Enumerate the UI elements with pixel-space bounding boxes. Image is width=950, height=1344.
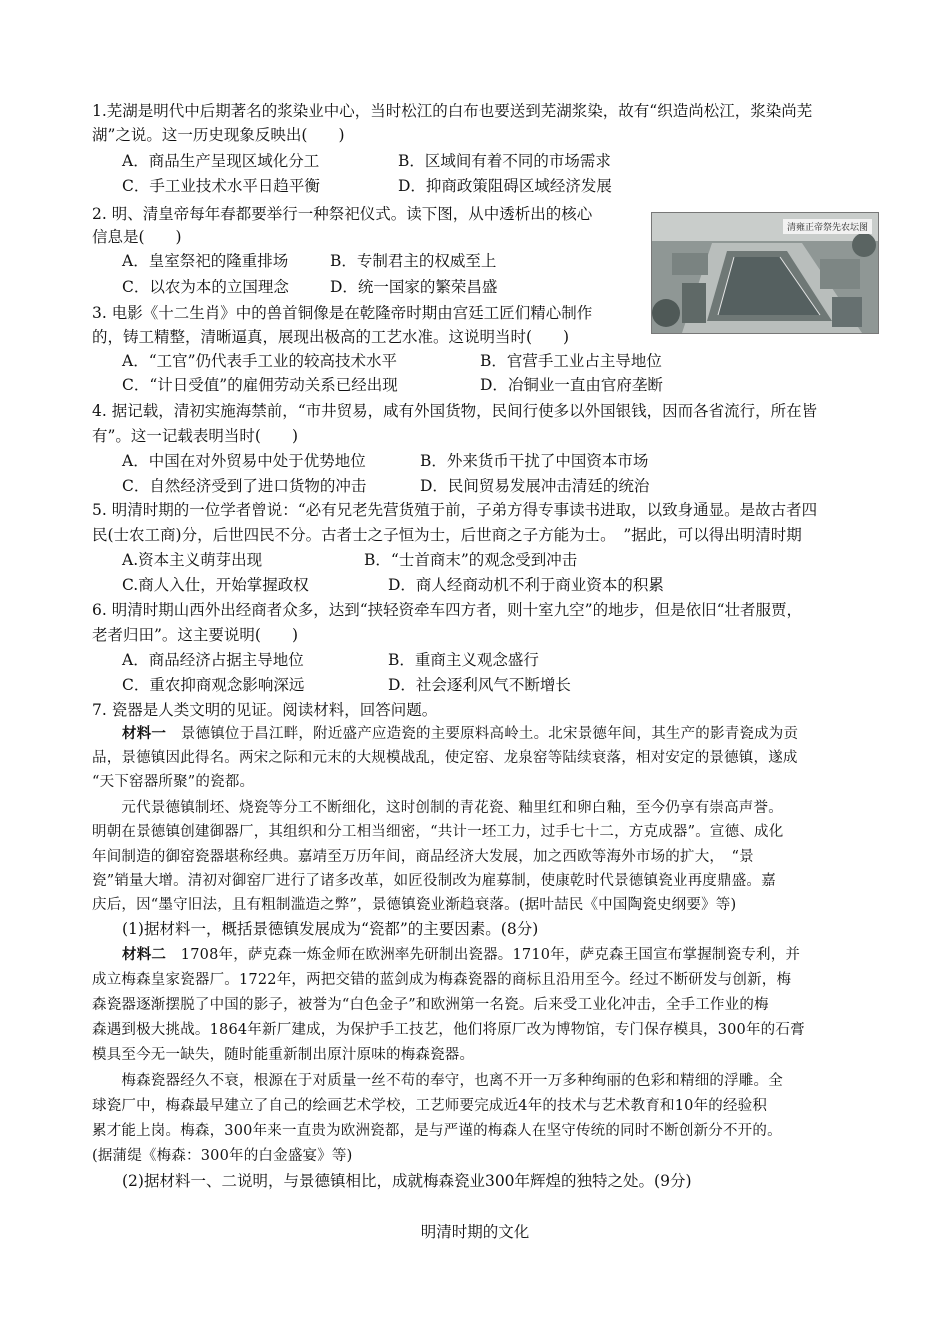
q5-option-a: A.资本主义萌芽出现: [122, 551, 263, 569]
q1-option-c: C．手工业技术水平日趋平衡: [122, 177, 320, 195]
q5-stem-line2: 民(士农工商)分，后世四民不分。古者士之子恒为士，后世商之子方能为士。 ”据此，可以得出明清时期: [92, 526, 802, 544]
figure-caption: 清雍正帝祭先农坛图: [783, 219, 872, 234]
q7-material2-line5: 模具至今无一缺失，随时能重新制出原汁原味的梅森瓷器。: [92, 1047, 475, 1063]
q6-stem-line2: 老者归田”。这主要说明( ): [92, 626, 299, 644]
q7-subquestion-2: (2)据材料一、二说明，与景德镇相比，成就梅森瓷业300年辉煌的独特之处。(9分): [122, 1172, 692, 1190]
q2-stem-line1: 2. 明、清皇帝每年春都要举行一种祭祀仪式。读下图，从中透析出的核心: [92, 205, 593, 223]
q7-subquestion-1: (1)据材料一，概括景德镇发展成为“瓷都”的主要因素。(8分): [122, 920, 539, 938]
q7-material1-line4: 元代景德镇制坯、烧瓷等分工不断细化，这时创制的青花瓷、釉里红和卵白釉，至今仍享有崇高声誉。: [92, 800, 783, 816]
q6-stem-line1: 6. 明清时期山西外出经商者众多，达到“挟轻资牵车四方者，则十室九空”的地步，但是依旧“壮者服贾，: [92, 601, 802, 619]
q6-option-a: A．商品经济占据主导地位: [122, 651, 304, 669]
q7-material2-line9: (据蒲缇《梅森：300年的白金盛宴》等): [92, 1148, 353, 1164]
q5-stem-line1: 5. 明清时期的一位学者曾说：“必有兄老先营货殖于前，子弟方得专事读书进取，以致身通显。是故古者四: [92, 501, 818, 519]
q1-stem-line2: 湖”之说。这一历史现象反映出( ): [92, 126, 345, 144]
q7-material1-line6: 年间制造的御窑瓷器堪称经典。嘉靖至万历年间，商品经济大发展，加之西欧等海外市场的扩大， “景: [92, 849, 754, 865]
sacrifice-painting-figure: [651, 212, 879, 334]
q7-material1-line8: 庆后，因“墨守旧法，且有粗制滥造之弊”，景德镇瓷业渐趋衰落。(据叶喆民《中国陶瓷史纲要》等): [92, 897, 737, 913]
material1-line1-text: 景德镇位于昌江畔，附近盛产应造瓷的主要原料高岭土。北宋景德年间，其生产的影青瓷成为贡: [166, 726, 799, 742]
material2-line1-text: 1708年，萨克森一炼金师在欧洲率先研制出瓷器。1710年，萨克森王国宣布掌握制瓷专利，并: [166, 947, 801, 963]
q6-option-c: C．重农抑商观念影响深远: [122, 676, 305, 694]
q2-option-b: B．专制君主的权威至上: [330, 252, 497, 270]
q7-material2-line4: 森遇到极大挑战。1864年新厂建成，为保护手工技艺，他们将原厂改为博物馆，专门保存模具，300年的石膏: [92, 1022, 805, 1038]
q3-option-d: D．冶铜业一直由官府垄断: [480, 376, 663, 394]
q7-material1-line5: 明朝在景德镇创建御器厂，其组织和分工相当细密，“共计一坯工力，过手七十二，方克成器”。宣德、成化: [92, 824, 784, 840]
q6-option-b: B．重商主义观念盛行: [388, 651, 539, 669]
q2-option-d: D．统一国家的繁荣昌盛: [330, 278, 498, 296]
q7-material2-line8: 累才能上岗。梅森，300年来一直贵为欧洲瓷都，是与严谨的梅森人在坚守传统的同时不断创新分不开的。: [92, 1123, 782, 1139]
material2-label: 材料二: [122, 946, 167, 963]
q7-stem: 7. 瓷器是人类文明的见证。阅读材料，回答问题。: [92, 701, 438, 719]
q7-material2-line1: [122, 943, 800, 967]
q5-option-c: C.商人入仕，开始掌握政权: [122, 576, 309, 594]
material1-label: 材料一: [122, 725, 167, 742]
q1-option-d: D．抑商政策阻碍区域经济发展: [398, 177, 612, 195]
page-footer-title: 明清时期的文化: [420, 1223, 530, 1241]
q1-option-a: A．商品生产呈现区域化分工: [122, 152, 320, 170]
q7-material1-line3: “天下窑器所聚”的瓷都。: [92, 774, 255, 790]
q4-option-d: D．民间贸易发展冲击清廷的统治: [420, 477, 650, 495]
q3-stem-line1: 3. 电影《十二生肖》中的兽首铜像是在乾隆帝时期由宫廷工匠们精心制作: [92, 304, 593, 322]
q3-stem-line2: 的，铸工精整，清晰逼真，展现出极高的工艺水准。这说明当时( ): [92, 328, 570, 346]
q3-option-c: C．“计日受值”的雇佣劳动关系已经出现: [122, 376, 398, 394]
q7-material1-line2: 品，景德镇因此得名。两宋之际和元末的大规模战乱，使定窑、龙泉窑等陆续衰落，相对安定的景德镇，遂成: [92, 750, 798, 766]
q7-material2-line6: 梅森瓷器经久不衰，根源在于对质量一丝不苟的奉守，也离不开一万多种绚丽的色彩和精细的浮雕。全: [92, 1073, 783, 1089]
q4-stem-line2: 有”。这一记载表明当时( ): [92, 427, 299, 445]
q7-material2-line7: 球瓷厂中，梅森最早建立了自己的绘画艺术学校，工艺师要完成近4年的技术与艺术教育和10年的经验积: [92, 1098, 768, 1114]
q3-option-a: A．“工官”仍代表手工业的较高技术水平: [122, 352, 398, 370]
q7-material2-line2: 成立梅森皇家瓷器厂。1722年，两把交错的蓝剑成为梅森瓷器的商标且沿用至今。经过不断研发与创新，梅: [92, 972, 792, 988]
q6-option-d: D．社会逐利风气不断增长: [388, 676, 571, 694]
q4-stem-line1: 4. 据记载，清初实施海禁前，“市井贸易，咸有外国货物，民间行使多以外国银钱，因而各省流行，所在皆: [92, 402, 818, 420]
q1-option-b: B．区域间有着不同的市场需求: [398, 152, 611, 170]
q5-option-d: D．商人经商动机不利于商业资本的积累: [388, 576, 664, 594]
q7-material1-line7: 瓷”销量大增。清初对御窑厂进行了诸多改革，如匠役制改为雇募制，使康乾时代景德镇瓷业再度鼎盛。嘉: [92, 873, 776, 889]
q4-option-b: B．外来货币干扰了中国资本市场: [420, 452, 649, 470]
q3-option-b: B．官营手工业占主导地位: [480, 352, 662, 370]
q7-material1-line1: [122, 722, 798, 746]
q7-material2-line3: 森瓷器逐渐摆脱了中国的影子，被誉为“白色金子”和欧洲第一名瓷。后来受工业化冲击，全手工作业的梅: [92, 997, 769, 1013]
q1-stem-line1: 1.芜湖是明代中后期著名的浆染业中心，当时松江的白布也要送到芜湖浆染，故有“织造尚松江，浆染尚芜: [92, 102, 813, 120]
q2-option-c: C．以农为本的立国理念: [122, 278, 289, 296]
q2-stem-line2: 信息是( ): [92, 228, 182, 246]
q4-option-c: C．自然经济受到了进口货物的冲击: [122, 477, 367, 495]
q2-option-a: A．皇室祭祀的隆重排场: [122, 252, 289, 270]
q4-option-a: A．中国在对外贸易中处于优势地位: [122, 452, 366, 470]
q5-option-b: B．“士首商末”的观念受到冲击: [364, 551, 578, 569]
